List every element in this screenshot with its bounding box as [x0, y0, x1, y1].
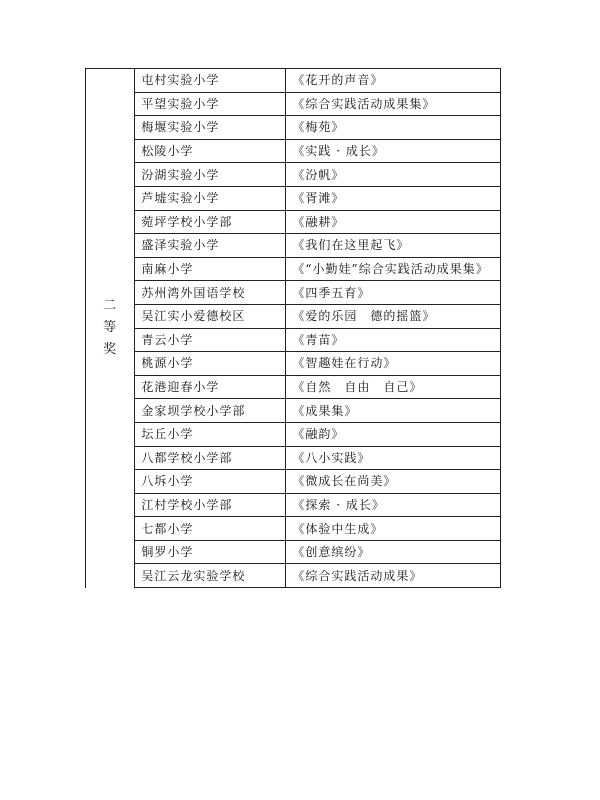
- table-row: [86, 540, 501, 564]
- work-title-cell: 《微成长在尚美》: [286, 470, 501, 494]
- school-name-cell: 吴江云龙实验学校: [135, 564, 286, 588]
- work-title-cell: 《融耕》: [286, 210, 501, 234]
- work-title-cell: 《四季五育》: [286, 281, 501, 305]
- school-name-cell: 梅堰实验小学: [135, 116, 286, 140]
- work-title-cell: 《爱的乐园 德的摇篮》: [286, 304, 501, 328]
- award-table: [85, 68, 501, 588]
- table-row: [86, 139, 501, 163]
- school-name-cell: 金家坝学校小学部: [135, 399, 286, 423]
- school-name-cell: 桃源小学: [135, 352, 286, 376]
- award-level-cell: [86, 69, 135, 588]
- school-name-cell: 汾湖实验小学: [135, 163, 286, 187]
- work-title-cell: 《八小实践》: [286, 446, 501, 470]
- work-title-cell: 《探索 · 成长》: [286, 493, 501, 517]
- school-name-cell: 苏州湾外国语学校: [135, 281, 286, 305]
- table-row: [86, 352, 501, 376]
- table-row: [86, 422, 501, 446]
- school-name-cell: 吴江实小爱德校区: [135, 304, 286, 328]
- school-name-cell: 坛丘小学: [135, 422, 286, 446]
- work-title-cell: 《花开的声音》: [286, 69, 501, 93]
- work-title-cell: 《综合实践活动成果》: [286, 564, 501, 588]
- award-level-char: 等: [103, 320, 118, 336]
- table-row: [86, 92, 501, 116]
- award-level-char: 奖: [103, 342, 118, 358]
- work-title-cell: 《智趣娃在行动》: [286, 352, 501, 376]
- school-name-cell: 菀坪学校小学部: [135, 210, 286, 234]
- work-title-cell: 《“小勤娃”综合实践活动成果集》: [286, 257, 501, 281]
- work-title-cell: 《汾帆》: [286, 163, 501, 187]
- school-name-cell: 花港迎春小学: [135, 375, 286, 399]
- work-title-cell: 《青苗》: [286, 328, 501, 352]
- work-title-cell: 《成果集》: [286, 399, 501, 423]
- table-row: [86, 69, 501, 93]
- work-title-cell: 《实践 · 成长》: [286, 139, 501, 163]
- table-row: [86, 116, 501, 140]
- work-title-cell: 《梅苑》: [286, 116, 501, 140]
- school-name-cell: 南麻小学: [135, 257, 286, 281]
- table-row: [86, 304, 501, 328]
- school-name-cell: 七都小学: [135, 517, 286, 541]
- table-row: [86, 328, 501, 352]
- work-title-cell: 《创意缤纷》: [286, 540, 501, 564]
- table-row: [86, 186, 501, 210]
- school-name-cell: 江村学校小学部: [135, 493, 286, 517]
- table-row: [86, 493, 501, 517]
- school-name-cell: 屯村实验小学: [135, 69, 286, 93]
- work-title-cell: 《综合实践活动成果集》: [286, 92, 501, 116]
- table-row: [86, 446, 501, 470]
- table-row: [86, 234, 501, 258]
- award-table-body: [86, 69, 501, 588]
- work-title-cell: 《融韵》: [286, 422, 501, 446]
- work-title-cell: 《体验中生成》: [286, 517, 501, 541]
- table-row: [86, 163, 501, 187]
- table-row: [86, 257, 501, 281]
- school-name-cell: 芦墟实验小学: [135, 186, 286, 210]
- table-row: [86, 281, 501, 305]
- table-row: [86, 210, 501, 234]
- award-level-char: 二: [103, 298, 118, 314]
- table-row: [86, 564, 501, 588]
- work-title-cell: 《自然 自由 自己》: [286, 375, 501, 399]
- table-row: [86, 399, 501, 423]
- school-name-cell: 八都学校小学部: [135, 446, 286, 470]
- school-name-cell: 八坼小学: [135, 470, 286, 494]
- school-name-cell: 盛泽实验小学: [135, 234, 286, 258]
- table-row: [86, 470, 501, 494]
- work-title-cell: 《我们在这里起飞》: [286, 234, 501, 258]
- school-name-cell: 青云小学: [135, 328, 286, 352]
- school-name-cell: 铜罗小学: [135, 540, 286, 564]
- school-name-cell: 平望实验小学: [135, 92, 286, 116]
- table-row: [86, 375, 501, 399]
- school-name-cell: 松陵小学: [135, 139, 286, 163]
- table-row: [86, 517, 501, 541]
- work-title-cell: 《胥滩》: [286, 186, 501, 210]
